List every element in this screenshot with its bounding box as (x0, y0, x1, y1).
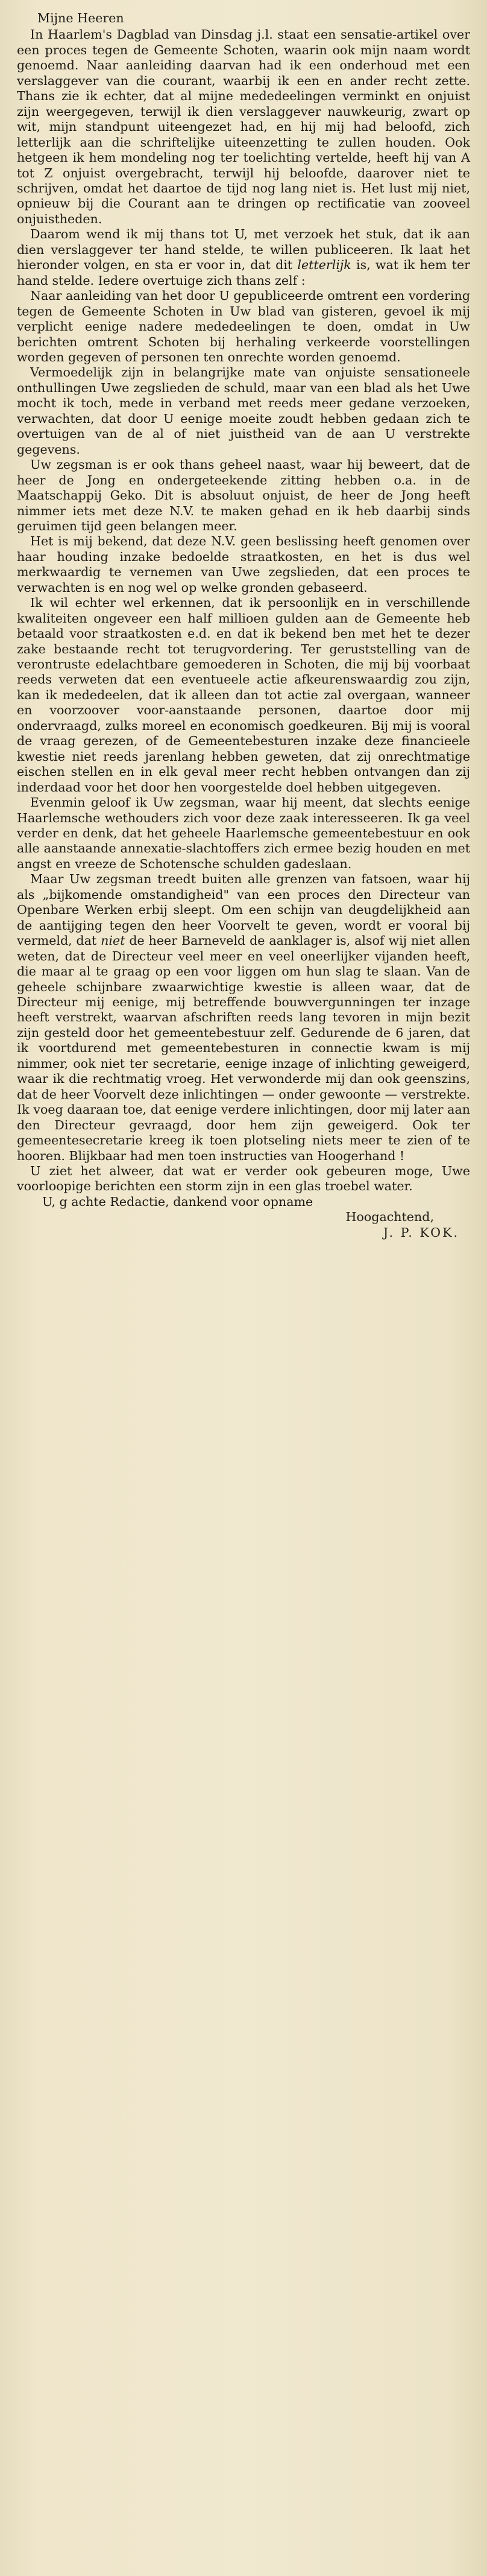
emphasis-letterlijk: letterlijk (297, 258, 351, 273)
quoted-paragraph-7 (17, 872, 470, 1164)
paragraph-request (17, 227, 470, 288)
closing-greeting: Hoogachtend, (345, 1210, 434, 1225)
closing-line: U, g achte Redactie, dankend voor opname (42, 1194, 313, 1209)
quoted-paragraph-6: Evenmin geloof ik Uw zegsman, waar hij meent, dat slechts eenige Haarlemsche wethouders zich voor deze zaak interesseeren. Ik ga veel verder en denk, dat het geheele Haarlemsche gemeentebestuur en ook alle aanstaande annexatie-slachtoffers zich ermee bezig houden en met angst en vreeze de Schotensche schulden gadeslaan. (17, 795, 470, 871)
quoted-paragraph-7-text-b: de heer Barneveld de aanklager is, alsof wij niet allen weten, dat de Directeur veel meer en veel oneerlijker vijanden heeft, die maar al te graag op een voor liggen om hun slag te slaan. Van de geheele schijnbare zwaarwichtige kwestie is alleen waar, dat de Directeur mij eenige, mij betreffende bouwvergunningen ter inzage heeft verstrekt, waarvan afschriften reeds lang tevoren in mijn bezit zijn gesteld door het gemeentebestuur zelf. Gedurende de 6 jaren, dat ik voortdurend met gemeentebesturen in connectie kwam is mij nimmer, ook niet ter secretarie, eenige inzage of inlichting geweigerd, waar ik die rechtmatig vroeg. Het verwonderde mij dan ook geenszins, dat de heer Voorvelt deze inlichtingen — onder gewoonte — verstrekte. Ik voeg daaraan toe, dat eenige verdere inlichtingen, door mij later aan den Directeur gevraagd, door hem zijn geweigerd. Ook ter gemeentesecretarie kreeg ik toen plotseling niets meer te zien of te hooren. Blijkbaar had men toen instructies van Hoogerhand ! (17, 933, 471, 1163)
paragraph-conclusion: U ziet het alweer, dat wat er verder ook gebeuren moge, Uwe voorloopige berichten een storm zijn in een glas troebel water. (17, 1163, 470, 1194)
letter-salutation: Mijne Heeren (37, 11, 124, 25)
emphasis-niet: niet (101, 933, 125, 948)
paragraph-intro: In Haarlem's Dagblad van Dinsdag j.l. staat een sensatie-artikel over een proces tegen de Gemeente Schoten, waarin ook mijn naam wordt genoemd. Naar aanleiding daarvan had ik een onderhoud met een verslaggever van die courant, waarbij ik een en ander recht zette. Thans zie ik echter, dat al mijne mededeelingen verminkt en onjuist zijn weergegeven, terwijl ik dien verslaggever nauwkeurig, zwart op wit, mijn standpunt uiteengezet had, en hij mij had beloofd, zich letterlijk aan die schriftelijke uiteenzetting te zullen houden. Ook hetgeen ik hem mondeling nog ter toelichting vertelde, heeft hij van A tot Z onjuist overgebracht, terwijl hij beloofde, daarover niet te schrijven, omdat het daartoe de tijd nog lang niet is. Het lust mij niet, opnieuw bij die Courant aan te dringen op rectificatie van zooveel onjuistheden. (17, 27, 470, 226)
signature: J. P. KOK. (383, 1225, 459, 1240)
quoted-paragraph-5: Ik wil echter wel erkennen, dat ik persoonlijk en in verschillende kwaliteiten ongeveer een half millioen gulden aan de Gemeente heb betaald voor straatkosten e.d. en dat ik bekend ben met het te dezer zake bestaande recht tot terugvordering. Ter geruststelling van de verontruste edelachtbare gemoederen in Schoten, die mij bij voorbaat reeds verweten dat een eventueele actie afkeurenswaardig zou zijn, kan ik mededeelen, dat ik alleen dan tot actie zal overgaan, wanneer en voorzoover voor-aanstaande personen, daartoe door mij ondervraagd, zulks moreel en economisch goedkeuren. Bij mij is vooral de vraag gerezen, of de Gemeentebesturen inzake deze financieele kwestie niet reeds jarenlang hebben geweten, dat zij onrechtmatige eischen stellen en in elk geval meer recht hebben ontvangen dan zij inderdaad voor het door hen voorgestelde doel hebben uitgegeven. (17, 595, 470, 795)
paragraph-request-text-a: Daarom wend ik mij thans tot U, met verzoek het stuk, dat ik aan dien verslaggever ter hand stelde, te willen publiceeren. Ik laat het hieronder volgen, en sta er voor in, dat dit (17, 227, 470, 273)
paragraph-request-text-b: is, wat ik hem ter hand stelde. Iedere overtuige zich thans zelf : (17, 258, 470, 288)
quoted-paragraph-1: Naar aanleiding van het door U gepubliceerde omtrent een vordering tegen de Gemeente Schoten in Uw blad van gisteren, gevoel ik mij verplicht eenige nadere mededeelingen te doen, omdat in Uw berichten omtrent Schoten bij herhaling verkeerde voorstellingen worden gegeven of personen ten onrechte worden genoemd. (17, 288, 470, 364)
quoted-paragraph-7-text-a: Maar Uw zegsman treedt buiten alle grenzen van fatsoen, waar hij als „bijkomende omstandigheid" van een proces den Directeur van Openbare Werken erbij sleept. Om een schijn van deugdelijkheid aan de aantijging tegen den heer Voorvelt te geven, wordt er vooral bij vermeld, dat (17, 872, 470, 948)
quoted-paragraph-3: Uw zegsman is er ook thans geheel naast, waar hij beweert, dat de heer de Jong en ondergeteekende zitting hebben o.a. in de Maatschappij Geko. Dit is absoluut onjuist, de heer de Jong heeft nimmer iets met deze N.V. te maken gehad en ik heb daarbij sinds geruimen tijd geen belangen meer. (17, 457, 470, 533)
quoted-paragraph-4: Het is mij bekend, dat deze N.V. geen beslissing heeft genomen over haar houding inzake bedoelde straatkosten, en het is dus wel merkwaardig te vernemen van Uwe zegslieden, dat een proces te verwachten is en nog wel op welke gronden gebaseerd. (17, 534, 470, 595)
quoted-paragraph-2: Vermoedelijk zijn in belangrijke mate van onjuiste sensationeele onthullingen Uwe zegslieden de schuld, maar van een blad als het Uwe mocht ik toch, mede in verband met reeds meer gedane verzoeken, verwachten, dat door U eenige moeite zoudt hebben gedaan zich te overtuigen van de al of niet juistheid van de aan U verstrekte gegevens. (17, 365, 470, 457)
letter-column (17, 11, 470, 2563)
